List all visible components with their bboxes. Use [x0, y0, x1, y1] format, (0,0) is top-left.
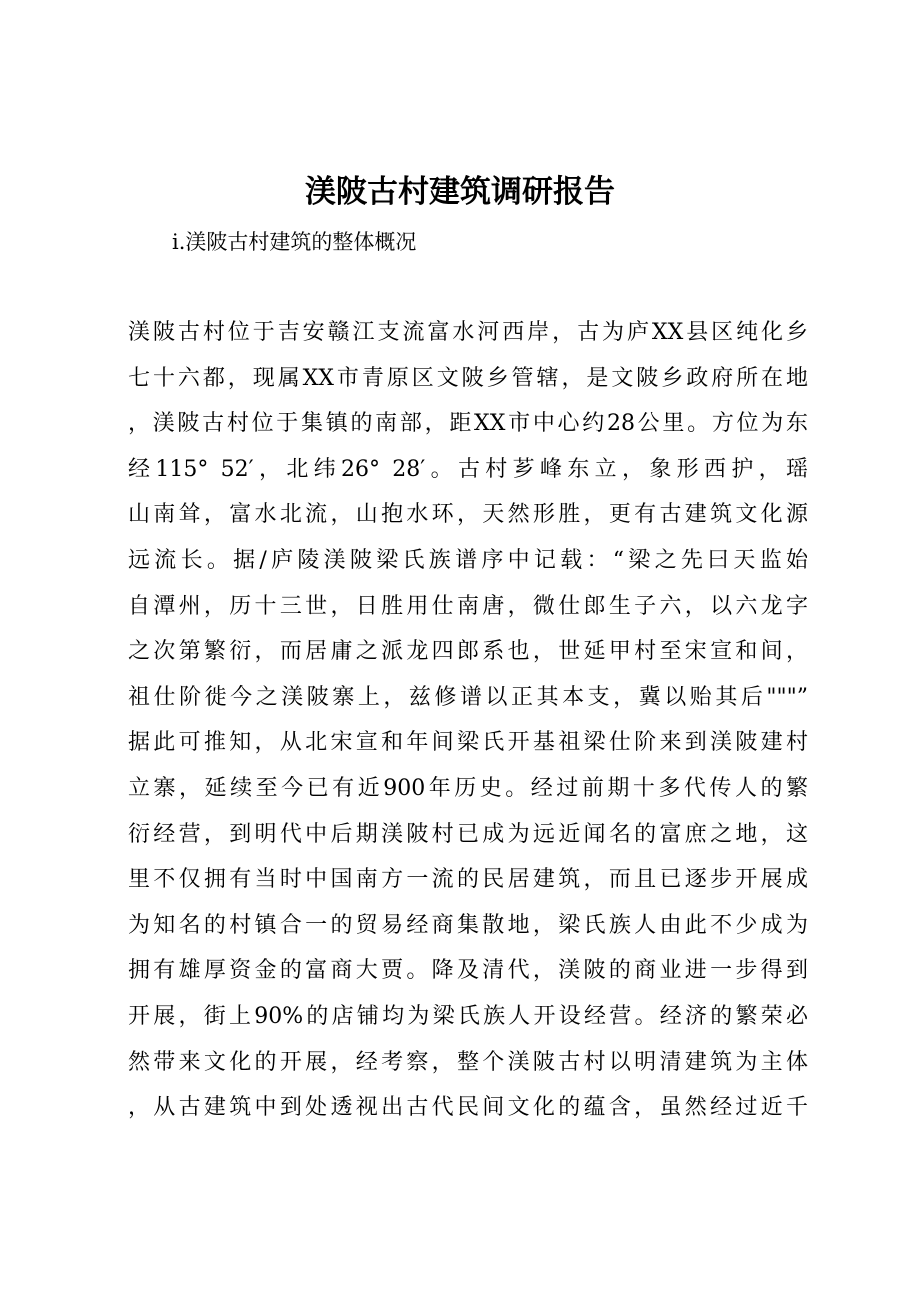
- paragraph-line: 自潭州，历十三世，日胜用仕南唐，微仕郎生子六，以六龙字: [128, 593, 808, 619]
- paragraph-line: 之次第繁衍，而居庸之派龙四郎系也，世延甲村至宋宣和间，: [128, 639, 808, 665]
- paragraph-line: 为知名的村镇合一的贸易经商集散地，梁氏族人由此不少成为: [128, 912, 808, 938]
- paragraph-line: 祖仕阶徙今之渼陂寨上，兹修谱以正其本支，冀以贻其后"""”: [128, 684, 808, 710]
- section-heading: i.渼陂古村建筑的整体概况: [172, 230, 417, 254]
- paragraph-line: 衍经营，到明代中后期渼陂村已成为远近闻名的富庶之地，这: [128, 821, 808, 847]
- paragraph-line: 开展，街上90%的店铺均为梁氏族人开设经营。经济的繁荣必: [128, 1003, 808, 1029]
- paragraph-line: ，从古建筑中到处透视出古代民间文化的蕴含，虽然经过近千: [128, 1095, 808, 1121]
- paragraph-line: ，渼陂古村位于集镇的南部，距XX市中心约28公里。方位为东: [128, 411, 808, 437]
- paragraph-line: 渼陂古村位于吉安赣江支流富水河西岸，古为庐XX县区纯化乡: [128, 320, 808, 345]
- paragraph-line: 七十六都，现属XX市青原区文陂乡管辖，是文陂乡政府所在地: [128, 365, 808, 391]
- body-paragraph: [128, 310, 808, 1131]
- paragraph-line: 立寨，延续至今已有近900年历史。经过前期十多代传人的繁: [128, 775, 808, 801]
- paragraph-line: 里不仅拥有当时中国南方一流的民居建筑，而且已逐步开展成: [128, 867, 808, 893]
- paragraph-line: 拥有雄厚资金的富商大贾。降及清代，渼陂的商业进一步得到: [128, 958, 808, 984]
- paragraph-line: 据此可推知，从北宋宣和年间梁氏开基祖梁仕阶来到渼陂建村: [128, 730, 808, 756]
- document-title: 渼陂古村建筑调研报告: [305, 174, 615, 210]
- paragraph-line: 然带来文化的开展，经考察，整个渼陂古村以明清建筑为主体: [128, 1049, 808, 1075]
- paragraph-line: 远流长。据/庐陵渼陂梁氏族谱序中记载：“梁之先曰天监始: [128, 547, 808, 573]
- paragraph-line: 经115° 52′，北纬26° 28′。古村芗峰东立，象形西护，瑶: [128, 456, 808, 482]
- paragraph-line: 山南耸，富水北流，山抱水环，天然形胜，更有古建筑文化源: [128, 502, 808, 528]
